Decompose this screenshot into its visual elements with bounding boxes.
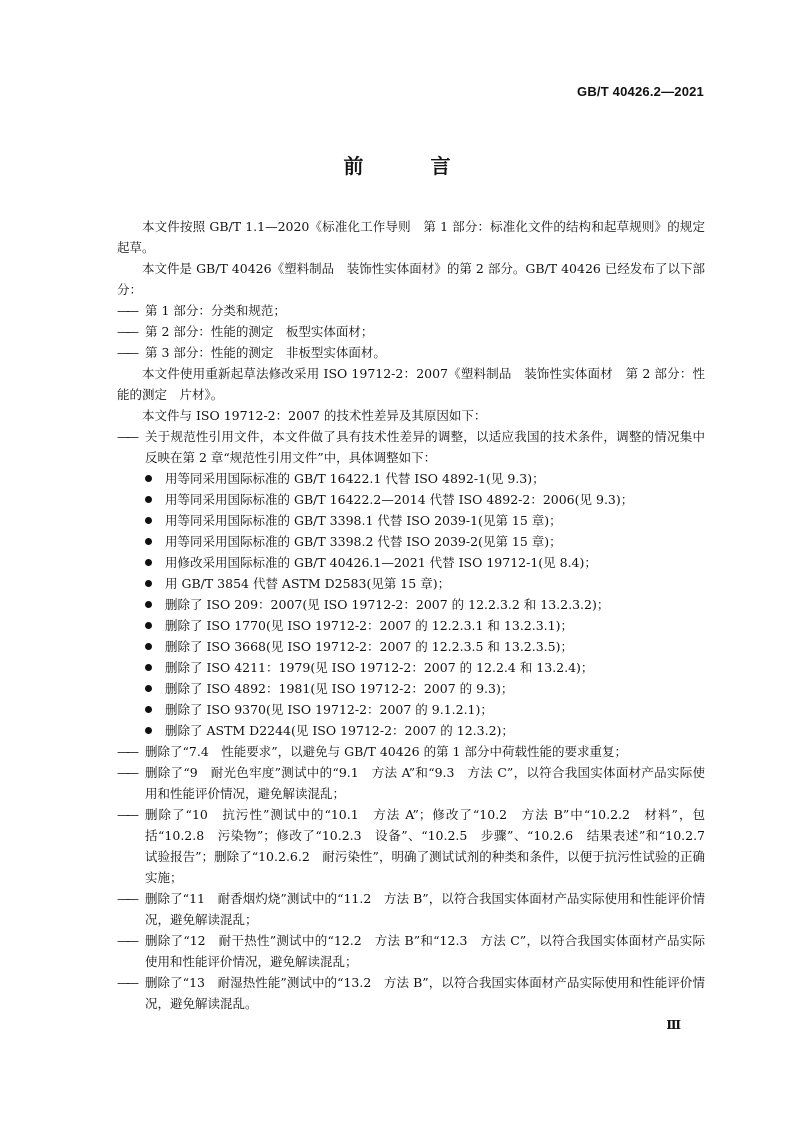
bullet-icon xyxy=(145,706,152,713)
bullet-icon xyxy=(145,685,152,692)
change-item-text: 删除了“11 耐香烟灼烧”测试中的“11.2 方法 B”，以符合我国实体面材产品实际使用和性能评价情况，避免解读混乱； xyxy=(145,891,705,927)
part-item xyxy=(117,300,705,321)
part-item-text: 第 1 部分：分类和规范； xyxy=(145,303,286,318)
bullet-icon xyxy=(145,538,152,545)
foreword-body xyxy=(117,216,718,1014)
change-item-text: 删除了“9 耐光色牢度”测试中的“9.1 方法 A”和“9.3 方法 C”，以符合我国实体面材产品实际使用和性能评价情况，避免解读混乱； xyxy=(145,765,705,801)
part-item xyxy=(117,321,705,342)
diff-intro-text: 关于规范性引用文件，本文件做了具有技术性差异的调整，以适应我国的技术条件，调整的情况集中反映在第 2 章“规范性引用文件”中，具体调整如下： xyxy=(145,429,705,465)
paragraph-adoption: 本文件使用重新起草法修改采用 ISO 19712-2：2007《塑料制品 装饰性实体面材 第 2 部分：性能的测定 片材》。 xyxy=(117,366,705,402)
dash-mark: —— xyxy=(117,429,136,444)
list-item-text: 用修改采用国际标准的 GB/T 40426.1—2021 代替 ISO 19712-1(见 8.4)； xyxy=(165,555,597,570)
list-item xyxy=(145,531,705,552)
list-item xyxy=(145,573,705,594)
list-item xyxy=(145,489,705,510)
list-item-text: 用等同采用国际标准的 GB/T 16422.2—2014 代替 ISO 4892-2：2006(见 9.3)； xyxy=(165,492,634,507)
list-item xyxy=(145,657,705,678)
list-item xyxy=(145,699,705,720)
dash-mark: —— xyxy=(117,933,136,948)
list-item-text: 删除了 ISO 4892：1981(见 ISO 19712-2：2007 的 9.3)； xyxy=(165,681,514,696)
change-item-text: 删除了“10 抗污性”测试中的“10.1 方法 A”；修改了“10.2 方法 B”中“10.2.2 材料”，包括“10.2.8 污染物”；修改了“10.2.3 设备”、“10.2.5 步骤”、“10.2.6 结果表述”和“10.2.7 试验报告”；删除了“10.2.6.2 耐污染性”，明确了测试试剂的种类和条件，以便于抗污性试验的正确实施； xyxy=(145,807,718,885)
list-item-text: 用等同采用国际标准的 GB/T 3398.1 代替 ISO 2039-1(见第 15 章)； xyxy=(165,513,562,528)
list-item-text: 删除了 ISO 209：2007(见 ISO 19712-2：2007 的 12.2.3.2 和 13.2.3.2)； xyxy=(165,597,610,612)
list-item xyxy=(145,510,705,531)
diff-intro-item xyxy=(117,426,705,468)
bullet-icon xyxy=(145,727,152,734)
change-item xyxy=(117,741,705,762)
part-item xyxy=(117,342,705,363)
list-item xyxy=(145,678,705,699)
list-item-text: 删除了 ISO 3668(见 ISO 19712-2：2007 的 12.2.3.5 和 13.2.3.5)； xyxy=(165,639,573,654)
list-item xyxy=(145,720,705,741)
reference-adjustment-list xyxy=(117,468,705,741)
list-item xyxy=(145,594,705,615)
change-item-text: 删除了“12 耐干热性”测试中的“12.2 方法 B”和“12.3 方法 C”，以符合我国实体面材产品实际使用和性能评价情况，避免解读混乱； xyxy=(145,933,705,969)
paragraph-drafting-rules: 本文件按照 GB/T 1.1—2020《标准化工作导则 第 1 部分：标准化文件的结构和起草规则》的规定起草。 xyxy=(117,219,705,255)
dash-mark: —— xyxy=(117,891,136,906)
bullet-icon xyxy=(145,664,152,671)
bullet-icon xyxy=(145,622,152,629)
dash-mark: —— xyxy=(117,765,136,780)
part-item-text: 第 3 部分：性能的测定 非板型实体面材。 xyxy=(145,345,386,360)
list-item-text: 用等同采用国际标准的 GB/T 16422.1 代替 ISO 4892-1(见 9.3)； xyxy=(165,471,545,486)
part-item-text: 第 2 部分：性能的测定 板型实体面材； xyxy=(145,324,374,339)
list-item xyxy=(145,468,705,489)
list-item xyxy=(145,552,705,573)
list-item-text: 用等同采用国际标准的 GB/T 3398.2 代替 ISO 2039-2(见第 15 章)； xyxy=(165,534,562,549)
change-item xyxy=(117,930,705,972)
change-item-text: 删除了“13 耐湿热性能”测试中的“13.2 方法 B”，以符合我国实体面材产品实际使用和性能评价情况，避免解读混乱。 xyxy=(145,975,705,1011)
change-item xyxy=(117,762,705,804)
bullet-icon xyxy=(145,559,152,566)
bullet-icon xyxy=(145,517,152,524)
list-item-text: 删除了 ISO 1770(见 ISO 19712-2：2007 的 12.2.3.1 和 13.2.3.1)； xyxy=(165,618,573,633)
bullet-icon xyxy=(145,475,152,482)
dash-mark: —— xyxy=(117,744,136,759)
list-item-text: 用 GB/T 3854 代替 ASTM D2583(见第 15 章)； xyxy=(165,576,451,591)
dash-mark: —— xyxy=(117,975,136,990)
change-item xyxy=(117,888,705,930)
standard-number: GB/T 40426.2—2021 xyxy=(577,84,704,99)
list-item-text: 删除了 ISO 4211：1979(见 ISO 19712-2：2007 的 12.2.4 和 13.2.4)； xyxy=(165,660,594,675)
change-item-text: 删除了“7.4 性能要求”，以避免与 GB/T 40426 的第 1 部分中荷载性能的要求重复； xyxy=(145,744,627,759)
change-item xyxy=(117,972,705,1014)
paragraph-standard-parts: 本文件是 GB/T 40426《塑料制品 装饰性实体面材》的第 2 部分。GB/T 40426 已经发布了以下部分： xyxy=(117,261,705,297)
bullet-icon xyxy=(145,496,152,503)
bullet-icon xyxy=(145,580,152,587)
list-item-text: 删除了 ASTM D2244(见 ISO 19712-2：2007 的 12.3.2)； xyxy=(165,723,514,738)
change-item xyxy=(117,804,718,888)
bullet-icon xyxy=(145,601,152,608)
dash-mark: —— xyxy=(117,807,136,822)
paragraph-differences: 本文件与 ISO 19712-2：2007 的技术性差异及其原因如下： xyxy=(142,408,487,423)
dash-mark: —— xyxy=(117,324,136,339)
bullet-icon xyxy=(145,643,152,650)
dash-mark: —— xyxy=(117,345,136,360)
dash-mark: —— xyxy=(117,303,136,318)
list-item xyxy=(145,615,705,636)
page-title: 前 言 xyxy=(343,154,481,178)
list-item xyxy=(145,636,705,657)
list-item-text: 删除了 ISO 9370(见 ISO 19712-2：2007 的 9.1.2.1)； xyxy=(165,702,493,717)
page-number: Ⅲ xyxy=(666,1018,682,1032)
